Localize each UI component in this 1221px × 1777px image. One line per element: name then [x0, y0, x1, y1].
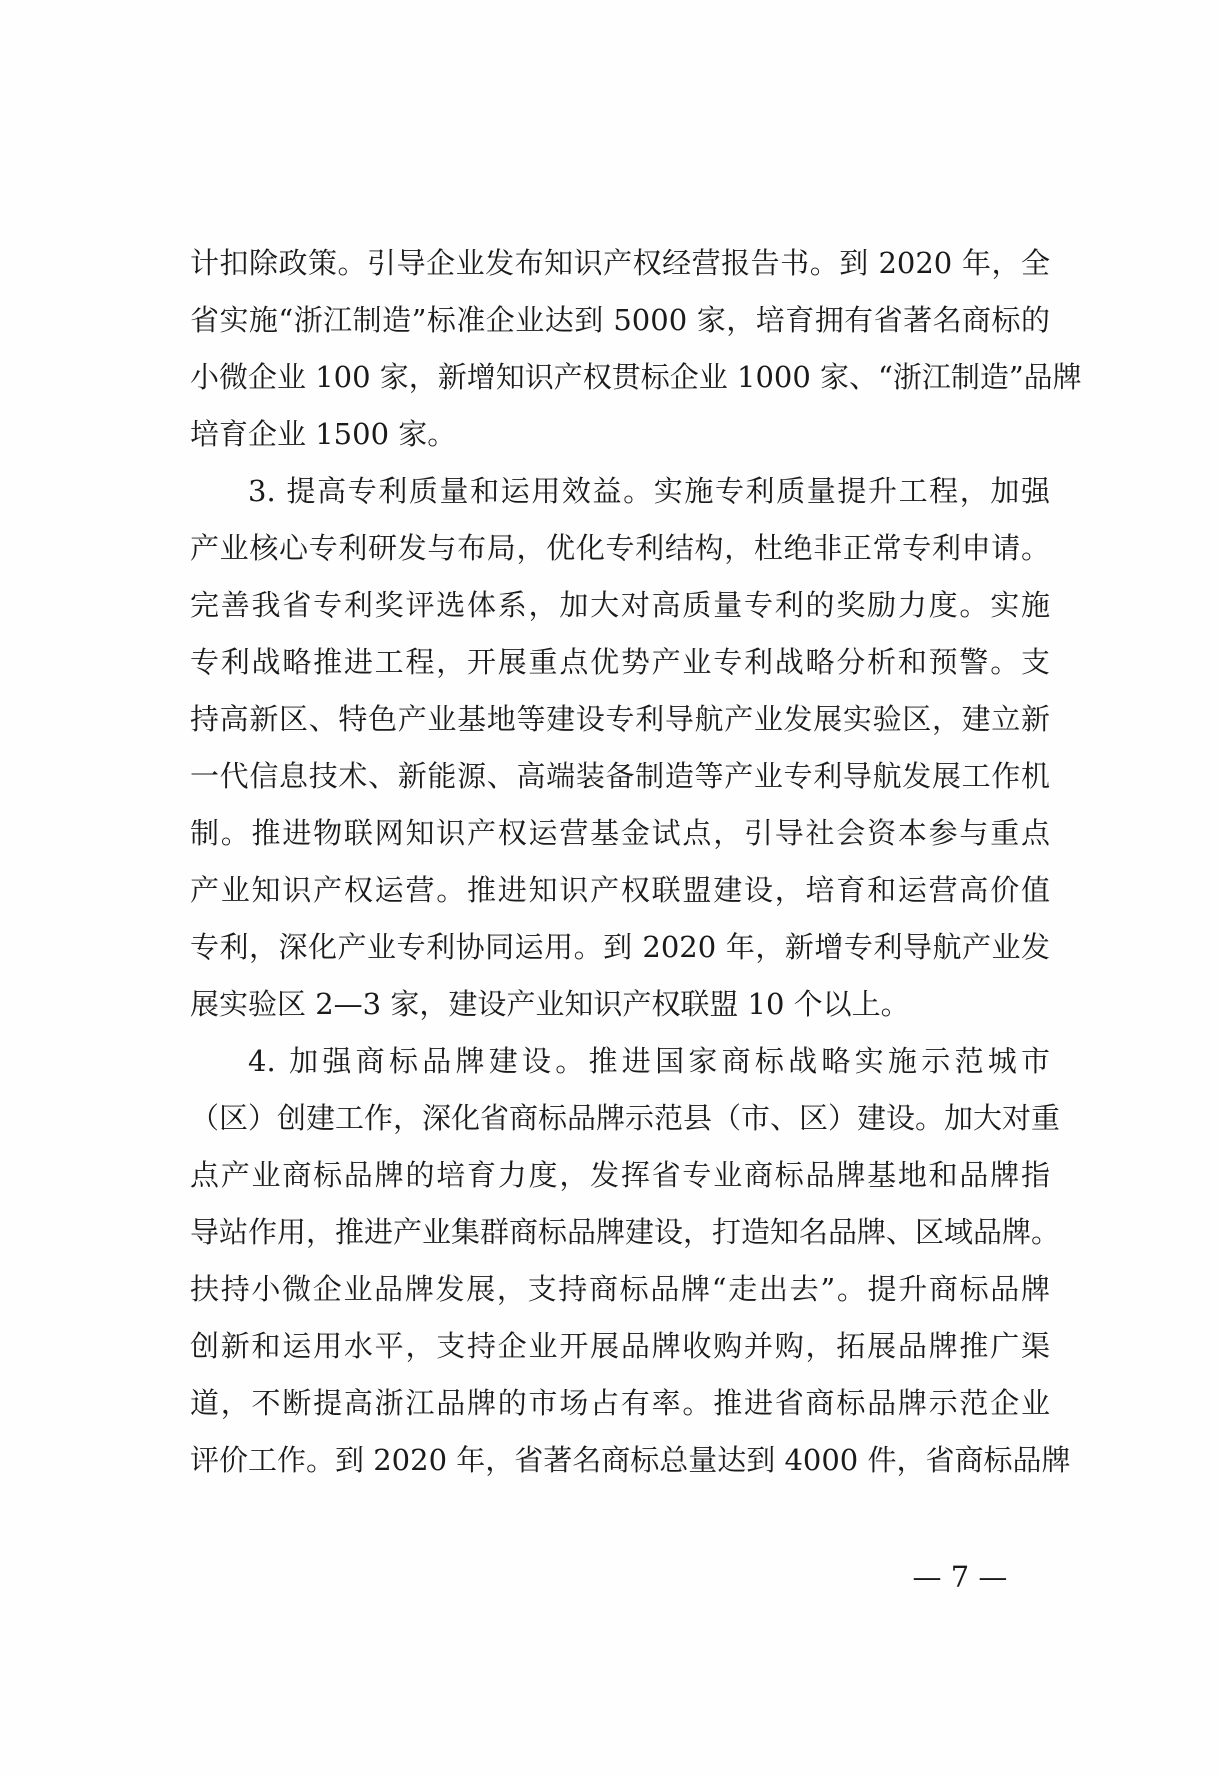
text-line: 产业知识产权运营。推进知识产权联盟建设，培育和运营高价值	[190, 873, 1050, 907]
text-line: 培育企业 1500 家。	[190, 417, 457, 451]
text-line: 4. 加强商标品牌建设。推进国家商标战略实施示范城市	[248, 1044, 1050, 1078]
text-line: 点产业商标品牌的培育力度，发挥省专业商标品牌基地和品牌指	[190, 1158, 1050, 1192]
text-line: 专利战略推进工程，开展重点优势产业专利战略分析和预警。支	[190, 645, 1050, 679]
text-line: 省实施“浙江制造”标准企业达到 5000 家，培育拥有省著名商标的	[190, 303, 1050, 337]
page-number: — 7 —	[912, 1560, 1008, 1594]
text-line: 道，不断提高浙江品牌的市场占有率。推进省商标品牌示范企业	[190, 1386, 1050, 1420]
text-line: 导站作用，推进产业集群商标品牌建设，打造知名品牌、区域品牌。	[190, 1215, 1061, 1249]
text-line: 产业核心专利研发与布局，优化专利结构，杜绝非正常专利申请。	[190, 531, 1050, 565]
text-line: 扶持小微企业品牌发展，支持商标品牌“走出去”。提升商标品牌	[190, 1272, 1050, 1306]
text-line: 3. 提高专利质量和运用效益。实施专利质量提升工程，加强	[248, 474, 1050, 508]
text-line: 一代信息技术、新能源、高端装备制造等产业专利导航发展工作机	[190, 759, 1050, 793]
text-line: 展实验区 2—3 家，建设产业知识产权联盟 10 个以上。	[190, 987, 910, 1021]
text-line: 创新和运用水平，支持企业开展品牌收购并购，拓展品牌推广渠	[190, 1329, 1050, 1363]
text-line: 专利，深化产业专利协同运用。到 2020 年，新增专利导航产业发	[190, 930, 1050, 964]
text-line: （区）创建工作，深化省商标品牌示范县（市、区）建设。加大对重	[190, 1101, 1061, 1135]
text-line: 小微企业 100 家，新增知识产权贯标企业 1000 家、“浙江制造”品牌	[190, 360, 1082, 394]
text-line: 制。推进物联网知识产权运营基金试点，引导社会资本参与重点	[190, 816, 1050, 850]
text-line: 评价工作。到 2020 年，省著名商标总量达到 4000 件，省商标品牌	[190, 1443, 1071, 1477]
text-line: 持高新区、特色产业基地等建设专利导航产业发展实验区，建立新	[190, 702, 1050, 736]
text-line: 完善我省专利奖评选体系，加大对高质量专利的奖励力度。实施	[190, 588, 1050, 622]
text-line: 计扣除政策。引导企业发布知识产权经营报告书。到 2020 年，全	[190, 246, 1050, 280]
